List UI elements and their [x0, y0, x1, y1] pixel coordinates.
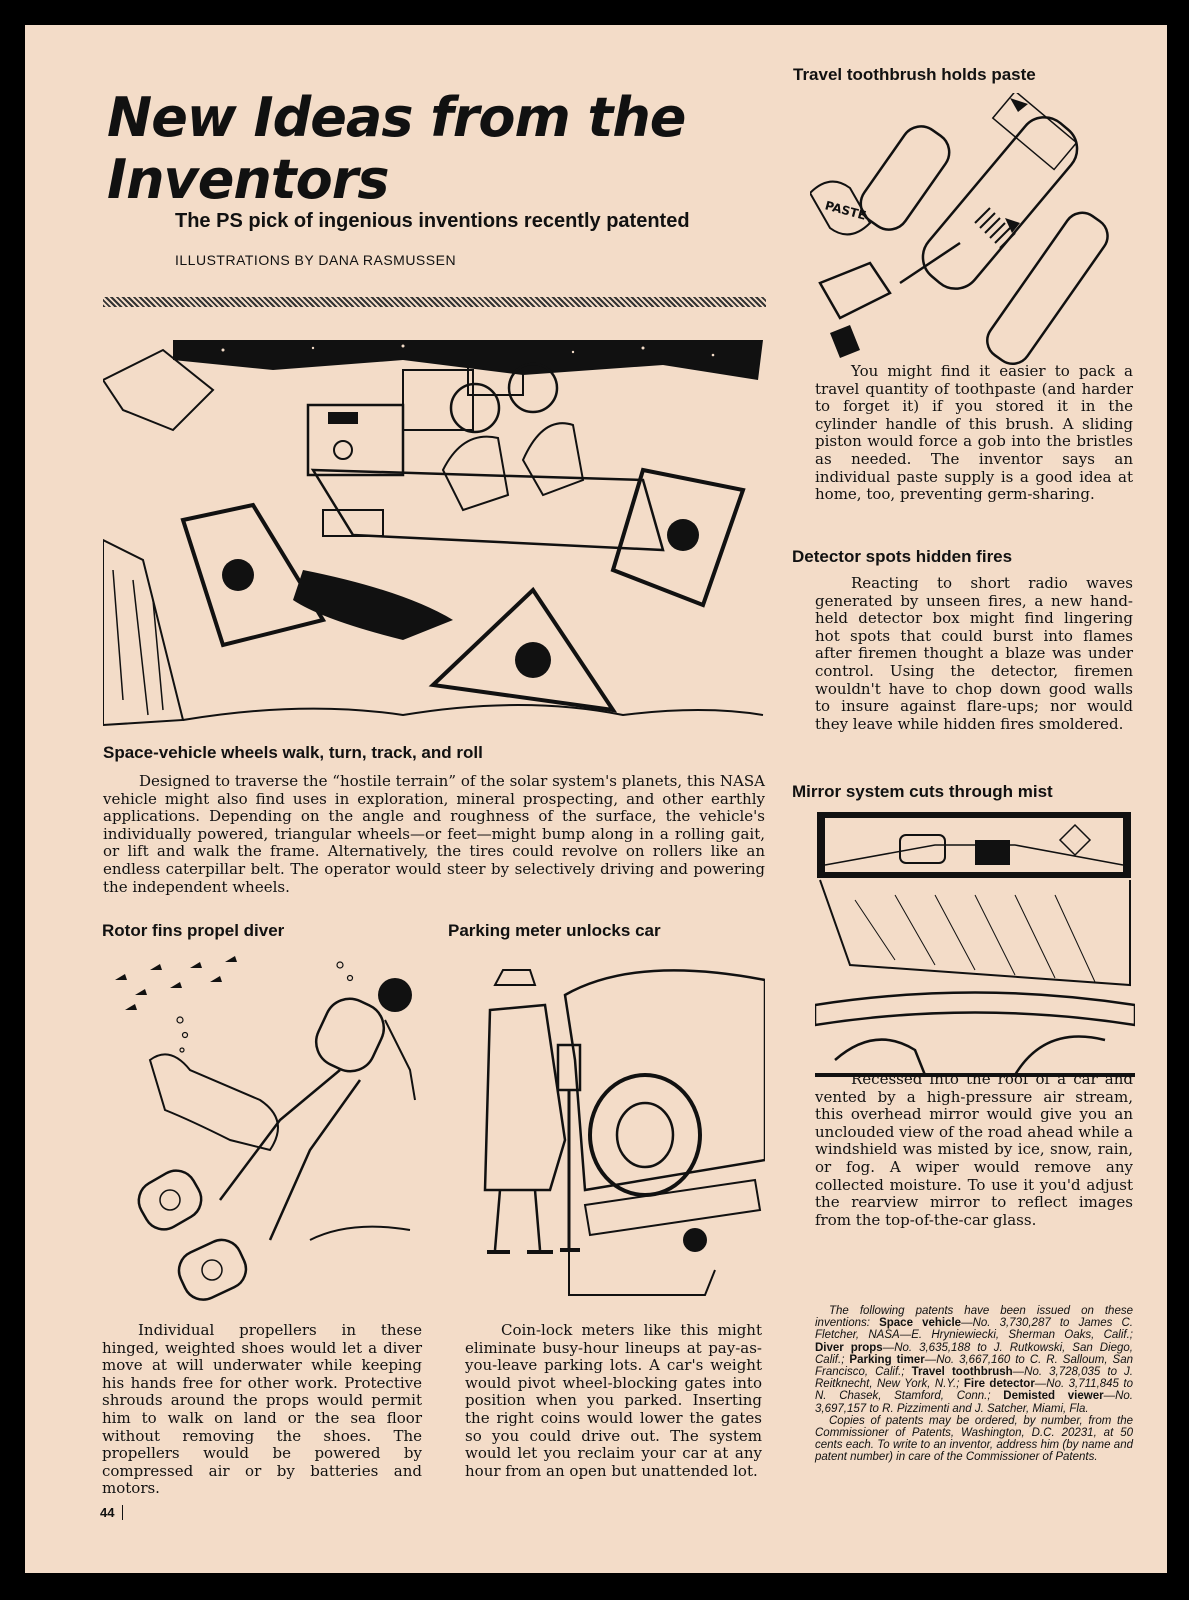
- mirror-body: Recessed into the roof of a car and vented by a high-pressure air stream, this overhead mirror would give you an unclouded view of the road ahead while a windshield was misted by ice, snow, rain, or fog. A wiper would remove any collected moisture. To use it you'd adjust the rearview mirror to reflect images from the top-of-the-car glass.: [815, 1070, 1133, 1229]
- article-title: New Ideas from the Inventors: [107, 86, 686, 211]
- paste-label: PASTE: [823, 198, 868, 223]
- patent-detail: —No. 3,635,188 to J. Rutkowski, San Diego, Calif.;: [815, 1341, 1133, 1366]
- rotor-fins-body: Individual propellers in these hinged, weighted shoes would let a diver move at will underwater while keeping his hands free for other work. Protective shrouds around the props would permit him to walk on land or the sea floor without removing the shoes. The propellers would be powered by compressed air or by batteries and motors.: [102, 1321, 422, 1498]
- patent-detail: —No. 3,728,035 to J. Reitknecht, New York, N.Y.;: [815, 1366, 1133, 1391]
- illustration-credit: ILLUSTRATIONS BY DANA RASMUSSEN: [175, 252, 457, 268]
- patents-notice: [815, 1305, 1133, 1464]
- article-subtitle: The PS pick of ingenious inventions recently patented: [175, 210, 690, 232]
- patent-detail: —No. 3,667,160 to C. R. Salloum, San Francisco, Calif.;: [815, 1353, 1133, 1379]
- rotor-fins-heading: Rotor fins propel diver: [102, 921, 285, 940]
- fire-detector-heading: Detector spots hidden fires: [792, 547, 1013, 566]
- mirror-heading: Mirror system cuts through mist: [792, 782, 1053, 801]
- parking-meter-body: Coin-lock meters like this might eliminate busy-hour lineups at pay-as-you-leave parking lots. A car's weight would pivot wheel-blocking gates into position when you parked. Inserting the right coins would lower the gates so you could drive out. The system would let you reclaim your car at any hour from an open but unattended lot.: [465, 1321, 762, 1480]
- parking-meter-illustration: [465, 950, 765, 1310]
- space-vehicle-heading: Space-vehicle wheels walk, turn, track, and roll: [103, 743, 483, 762]
- patent-name: Diver props: [815, 1341, 883, 1354]
- toothbrush-body: You might find it easier to pack a travel quantity of toothpaste (and harder to forget it) if you stored it in the cylinder handle of this brush. A sliding piston would force a gob into the bristles as needed. The inventor says an individual paste supply is a good idea at home, too, preventing germ-sharing.: [815, 362, 1133, 504]
- patent-name: Travel toothbrush: [911, 1366, 1013, 1379]
- patent-detail: —No. 3,711,845 to N. Chasek, Stamford, Conn.;: [815, 1378, 1133, 1403]
- fire-detector-body: Reacting to short radio waves generated by unseen fires, a new hand-held detector box might find lingering hot spots that could burst into flames after firemen thought a blaze was under control. Using the detector, firemen wouldn't have to chop down good walls to insure against flare-ups; nor would they leave while hidden fires smoldered.: [815, 574, 1133, 733]
- space-vehicle-body: Designed to traverse the “hostile terrain” of the solar system's planets, this NASA vehicle might also find uses in exploration, mineral prospecting, and other earthly applications. Depending on the angle and roughness of the surface, the vehicle's individually powered, triangular wheels—or feet—might bump along in a rolling gait, or lift and walk the frame. Alternatively, the tires could revolve on rollers like an endless caterpillar belt. The operator would steer by selectively driving and powering the independent wheels.: [103, 772, 765, 896]
- space-vehicle-illustration: [103, 320, 768, 730]
- patents-ordering: Copies of patents may be ordered, by number, from the Commissioner of Patents, Washington, D.C. 20231, at 50 cents each. To write to an inventor, address him (by name and patent number) in care of the Commissioner of Patents.: [815, 1414, 1133, 1464]
- toothbrush-illustration: [810, 93, 1120, 385]
- magazine-page: [25, 25, 1167, 1573]
- patent-name: Fire detector: [963, 1378, 1035, 1391]
- page-number: 44: [100, 1505, 123, 1520]
- toothbrush-heading: Travel toothbrush holds paste: [793, 65, 1036, 84]
- patent-detail: —No. 3,730,287 to James C. Fletcher, NASA—E. Hryniewiecki, Sherman Oaks, Calif.;: [815, 1317, 1133, 1342]
- mirror-illustration: [815, 810, 1135, 1080]
- patents-intro: The following patents have been issued on these inventions:: [815, 1305, 1133, 1330]
- patent-detail: —No. 3,697,157 to R. Pizzimenti and J. Satcher, Miami, Fla.: [815, 1390, 1133, 1415]
- patent-name: Demisted viewer: [1003, 1390, 1104, 1403]
- decorative-rule: [103, 297, 766, 307]
- diver-illustration: [110, 950, 440, 1310]
- patent-name: Space vehicle: [879, 1317, 962, 1330]
- patent-name: Parking timer: [849, 1353, 925, 1366]
- parking-meter-heading: Parking meter unlocks car: [448, 921, 661, 940]
